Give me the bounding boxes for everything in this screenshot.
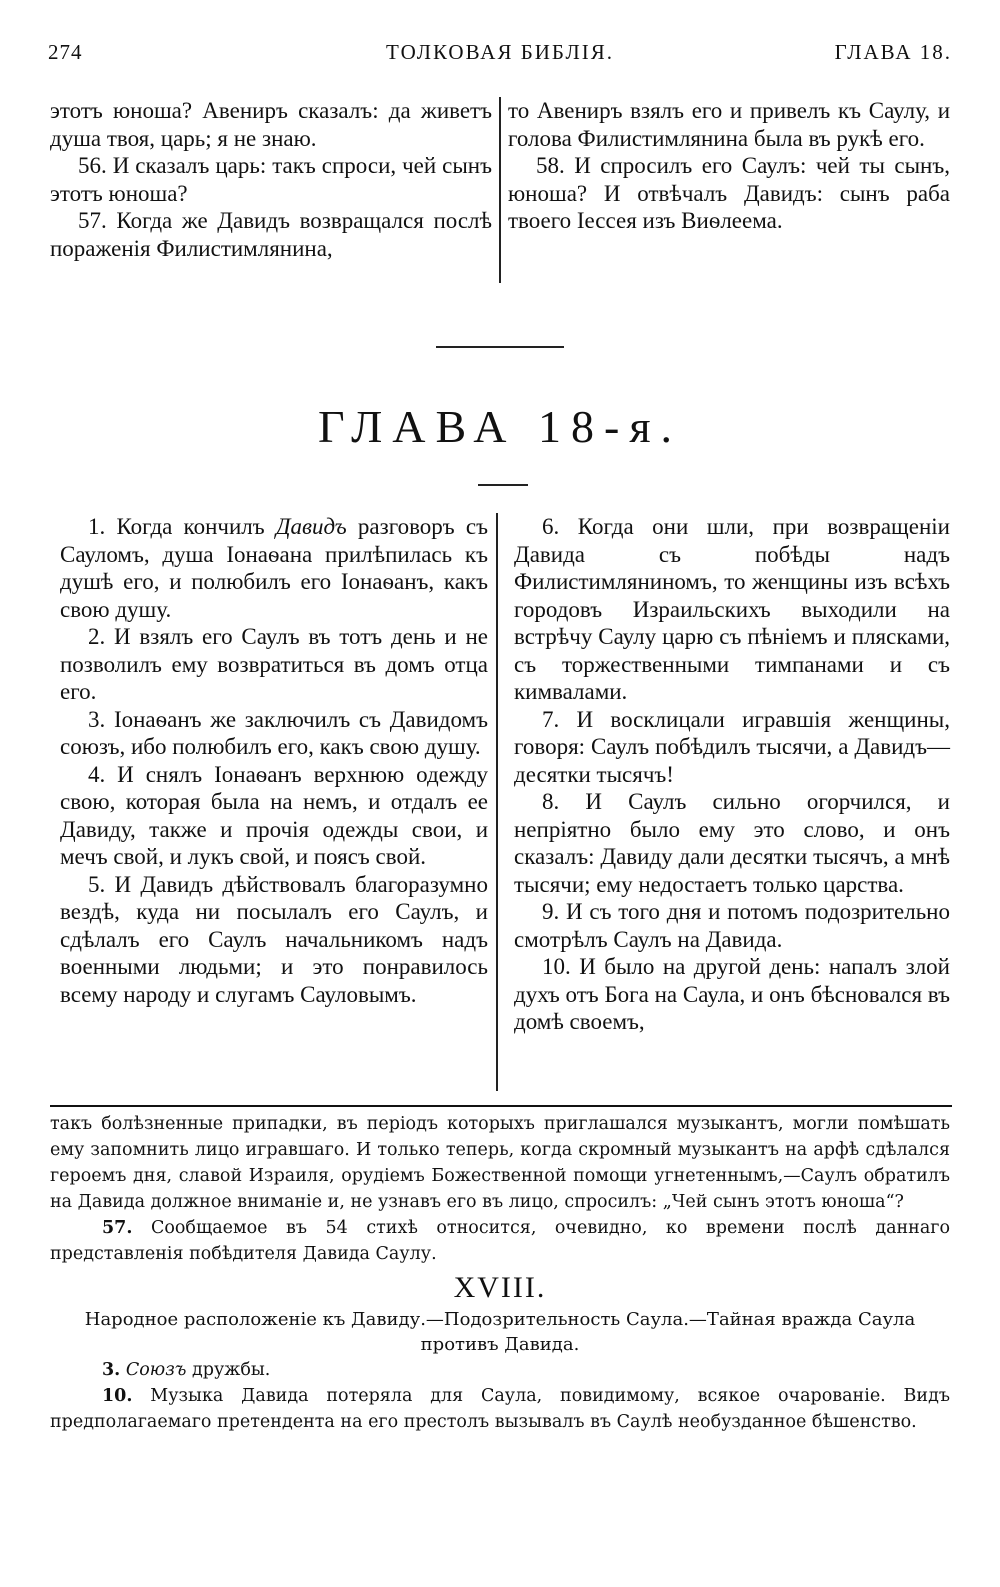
verse-57: 57. Когда же Давидъ возвращался послѣ пораженія Филистимлянина, xyxy=(50,208,492,261)
verse-56: 56. И сказалъ царь: такъ спроси, чей сынъ этотъ юноша? xyxy=(50,153,492,206)
heading-underline xyxy=(478,484,528,486)
verse-1 xyxy=(60,513,488,623)
commentary-10-text: Музыка Давида потеряла для Саула, повидимому, всякое очарованіе. Видъ предполагаемаго претендента на его престолъ вызывалъ въ Саулѣ необузданное бѣшенство. xyxy=(50,1386,950,1432)
page-header xyxy=(48,40,952,72)
main-left-column xyxy=(60,513,488,1008)
commentary-3 xyxy=(50,1357,950,1383)
verse-10: 10. И было на другой день: напалъ злой духъ отъ Бога на Саула, и онъ бѣсновался въ домѣ своемъ, xyxy=(514,954,950,1034)
commentary-3-number: 3. xyxy=(102,1360,121,1380)
verse-58: 58. И спросилъ его Саулъ: чей ты сынъ, юноша? И отвѣчалъ Давидъ: сынъ раба твоего Іессея изъ Виѳлеема. xyxy=(508,153,950,233)
commentary-10 xyxy=(50,1383,950,1435)
commentary-3-text: дружбы. xyxy=(186,1360,271,1380)
verse-1-name: Давидъ xyxy=(275,514,347,539)
verse-7: 7. И восклицали игравшія женщины, говоря: Саулъ побѣдилъ тысячи, а Давидъ—десятки тысячъ! xyxy=(514,706,950,787)
verse-4: 4. И снялъ Іонаѳанъ верхнюю одежду свою, которая была на немъ, и отдалъ ее Давиду, также и прочія одежды свои, и мечъ свой, и лукъ свой, и поясъ свой. xyxy=(60,761,488,869)
commentary-57-text: Сообщаемое въ 54 стихѣ относится, очевидно, ко времени послѣ даннаго представленія побѣдителя Давида Саулу. xyxy=(50,1218,950,1264)
running-title: ТОЛКОВАЯ БИБЛІЯ. xyxy=(386,40,614,64)
verse-9: 9. И съ того дня и потомъ подозрительно смотрѣлъ Саулъ на Давида. xyxy=(514,899,950,952)
column-divider-top xyxy=(499,97,501,283)
running-chapter: ГЛАВА 18. xyxy=(834,40,952,64)
verse-5: 5. И Давидъ дѣйствовалъ благоразумно вездѣ, куда ни посылалъ его Саулъ, и сдѣлалъ его Саулъ начальникомъ надъ военными людьми; и это понравилось всему народу и слугамъ Сауловымъ. xyxy=(60,871,488,1007)
verse-1-text-a: 1. Когда кончилъ xyxy=(88,514,276,539)
chapter-summary: Народное расположеніе къ Давиду.—Подозрительность Саула.—Тайная вражда Саула противъ Давида. xyxy=(84,1309,916,1355)
verse-57-continuation: то Авениръ взялъ его и привелъ къ Саулу, и голова Филистимлянина была въ рукѣ его. xyxy=(508,98,950,151)
verse-6: 6. Когда они шли, при возвращеніи Давида съ побѣды надъ Филистимляниномъ, то женщины изъ всѣхъ городовъ Израильскихъ выходили на встрѣчу Саулу царю съ пѣніемъ и плясками, съ торжественными тимпанами и съ кимвалами. xyxy=(514,514,950,704)
verse-1-text-b: разговоръ съ Сауломъ, душа Іонаѳана прилѣпилась къ душѣ его, и полюбилъ его Іонаѳанъ, какъ свою душу. xyxy=(60,514,488,622)
page-number: 274 xyxy=(48,40,83,64)
commentary-section-title: XVIII. xyxy=(453,1271,547,1304)
top-left-column xyxy=(50,97,492,262)
commentary-57 xyxy=(50,1215,950,1267)
column-divider-main xyxy=(496,513,498,1091)
main-right-column xyxy=(514,513,950,1036)
commentary-section xyxy=(50,1111,950,1435)
commentary-continuation: такъ болѣзненные припадки, въ періодъ которыхъ приглашался музыкантъ, могли помѣшать ему запомнить лицо игравшаго. И только теперь, когда скромный музыкантъ на арфѣ сдѣлался героемъ дня, славой Израиля, орудіемъ Божественной помощи угнетеннымъ,—Саулъ обратилъ на Давида должное вниманіе и, не узнавъ его въ лицо, спросилъ: „Чей сынъ этотъ юноша“? xyxy=(50,1114,950,1212)
commentary-3-term: Союзъ xyxy=(125,1360,187,1380)
footnote-rule xyxy=(50,1105,952,1107)
verse-8: 8. И Саулъ сильно огорчился, и непріятно было ему это слово, и онъ сказалъ: Давиду дали десятки тысячъ, а мнѣ тысячи; ему недостаетъ только царства. xyxy=(514,789,950,897)
verse-2: 2. И взялъ его Саулъ въ тотъ день и не позволилъ ему возвратиться въ домъ отца его. xyxy=(60,624,488,704)
commentary-10-number: 10. xyxy=(102,1386,133,1406)
separator-rule xyxy=(436,346,564,348)
chapter-heading: ГЛАВА 18-я. xyxy=(317,401,683,452)
top-right-column xyxy=(508,97,950,235)
commentary-57-number: 57. xyxy=(102,1218,133,1238)
verse-55-continuation: этотъ юноша? Авениръ сказалъ: да живетъ душа твоя, царь; я не знаю. xyxy=(50,98,492,151)
verse-3: 3. Іонаѳанъ же заключилъ съ Давидомъ союзъ, ибо полюбилъ его, какъ свою душу. xyxy=(60,706,488,759)
